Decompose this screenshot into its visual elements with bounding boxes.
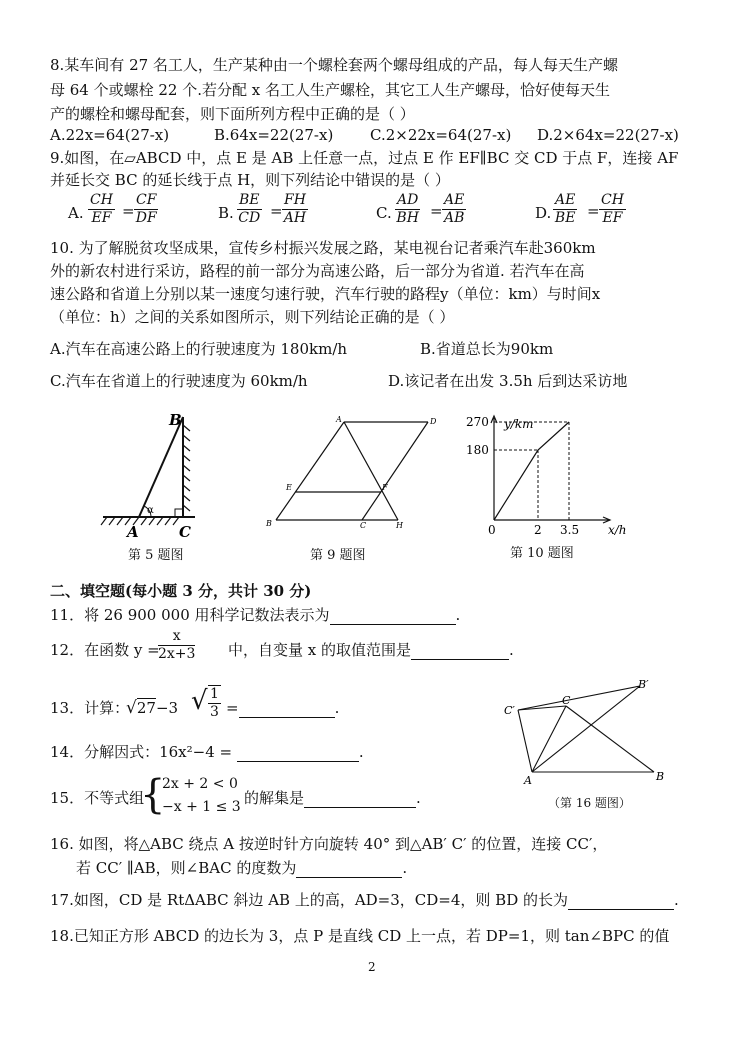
q9-option-d-letter: D. [535, 204, 552, 222]
q9-option-d-frac1: $\frac{AE}{BE}$ [554, 192, 576, 226]
q12-text-pre: 12．在函数 y = [50, 641, 160, 659]
q9-line1: 9.如图，在▱ABCD 中，点 E 是 AB 上任意一点，过点 E 作 EF∥BC 交 CD 于点 F，连接 AF [50, 149, 679, 167]
q16-line1: 16. 如图，将△ABC 绕点 A 按逆时针方向旋转 40° 到△AB′ C′ 的位置，连接 CC′， [50, 835, 608, 853]
q10-option-c: C.汽车在省道上的行驶速度为 60km/h [50, 372, 308, 390]
q17: 17.如图，CD 是 RtΔABC 斜边 AB 上的高，AD=3，CD=4，则 BD 的长为 . [50, 891, 679, 909]
q14: 14．分解因式：16x²−4 = . [50, 743, 364, 761]
figure-16 [500, 676, 680, 788]
q13-text: 13．计算： [50, 699, 130, 717]
q16-answer-blank[interactable] [296, 861, 402, 878]
fig9-label-a: A [336, 415, 342, 424]
q9-option-a-frac2: $\frac{CF}{DF}$ [135, 192, 157, 226]
q9-option-d-frac2: $\frac{CH}{EF}$ [601, 192, 624, 226]
q9-option-b-frac1: $\frac{BE}{CD}$ [238, 192, 261, 226]
q11-answer-blank[interactable] [330, 608, 456, 625]
q12-answer-blank[interactable] [411, 643, 509, 660]
q17-answer-blank[interactable] [568, 893, 674, 910]
q10-line4: （单位：h）之间的关系如图所示，则下列结论正确的是（ ） [50, 308, 455, 326]
q13-answer: = . [226, 699, 340, 717]
fig10-tick-2: 2 [534, 523, 542, 537]
q9-option-c-frac2: $\frac{AE}{AB}$ [443, 192, 465, 226]
caption-fig16: （第 16 题图） [548, 796, 631, 810]
section-heading: 二、填空题(每小题 3 分，共计 30 分) [50, 582, 312, 600]
q10-option-d: D.该记者在出发 3.5h 后到达采访地 [388, 372, 628, 390]
fig10-origin: 0 [488, 523, 496, 537]
q13-radicand-27: 27 [136, 699, 156, 717]
fig5-label-a: A [127, 523, 139, 540]
fig9-label-e: E [286, 483, 292, 492]
q10-option-b: B.省道总长为90km [420, 340, 554, 358]
q15-answer: 的解集是 . [244, 789, 421, 807]
fig5-label-alpha: α [147, 505, 154, 516]
q13-fraction: $\frac{1}{3}$ [210, 686, 219, 720]
q10-option-a: A.汽车在高速公路上的行驶速度为 180km/h [50, 340, 348, 358]
q10-line1: 10. 为了解脱贫攻坚成果，宣传乡村振兴发展之路，某电视台记者乘汽车赴360km [50, 239, 596, 257]
fig9-label-h: H [396, 521, 403, 530]
fig16-label-b: B [656, 770, 665, 783]
fig5-label-c: C [179, 523, 191, 540]
q16-line2: 若 CC′ ∥AB，则∠BAC 的度数为 . [76, 859, 408, 877]
q15-text: 15．不等式组 [50, 789, 145, 807]
q8-line3: 产的螺栓和螺母配套，则下面所列方程中正确的是（ ） [50, 105, 415, 123]
q13-sqrt-sign: √ [191, 686, 208, 716]
q9-option-b-eq: = [270, 202, 283, 220]
fig5-label-b: B [169, 411, 182, 429]
q9-option-d-eq: = [587, 202, 600, 220]
q15-answer-blank[interactable] [304, 791, 416, 808]
fig16-label-b-prime: B′ [638, 678, 649, 691]
fig16-label-c-prime: C′ [504, 704, 515, 717]
figure-9 [262, 410, 442, 535]
q12-text-post: 中，自变量 x 的取值范围是 . [228, 641, 514, 659]
q9-line2: 并延长交 BC 的延长线于点 H，则下列结论中错误的是（ ） [50, 171, 450, 189]
q9-option-c-letter: C. [376, 204, 392, 222]
q8-option-a: A.22x=64(27-x) [50, 126, 170, 144]
q18-line1: 18.已知正方形 ABCD 的边长为 3，点 P 是直线 CD 上一点，若 DP=1，则 tan∠BPC 的值 [50, 927, 670, 945]
figure-10 [460, 412, 640, 537]
q15-inequality-2: −x + 1 ≤ 3 [162, 799, 241, 815]
fig16-label-a: A [524, 774, 532, 787]
q10-line3: 速公路和省道上分别以某一速度匀速行驶，汽车行驶的路程y（单位：km）与时间x [50, 285, 601, 303]
q8-option-c: C.2×22x=64(27-x) [370, 126, 512, 144]
q11-end: . [455, 606, 461, 624]
q9-option-a-letter: A. [68, 204, 84, 222]
q8-option-d: D.2×64x=22(27-x) [537, 126, 679, 144]
q13-answer-blank[interactable] [239, 701, 335, 718]
q14-answer-blank[interactable] [237, 745, 359, 762]
fig10-tick-3-5: 3.5 [560, 523, 580, 537]
q12-fraction [158, 628, 195, 663]
q9-option-c-eq: = [430, 202, 443, 220]
fig10-y-axis-label: y/km [504, 417, 534, 431]
fig9-label-b: B [266, 519, 272, 528]
q15-brace: { [140, 772, 166, 818]
q9-option-a-eq: = [122, 202, 135, 220]
fig10-tick-180: 180 [466, 443, 489, 457]
page-number: 2 [368, 960, 376, 974]
q12-numerator: x [158, 628, 195, 646]
q8-line1: 8.某车间有 27 名工人，生产某种由一个螺栓套两个螺母组成的产品，每人每天生产螺 [50, 56, 618, 74]
caption-fig9: 第 9 题图 [310, 548, 366, 563]
fig16-label-c: C [562, 694, 571, 707]
q11-text: 11．将 26 900 000 用科学记数法表示为 [50, 606, 330, 624]
q9-option-b-frac2: $\frac{FH}{AH}$ [283, 192, 307, 226]
q9-option-a-frac1: $\frac{CH}{EF}$ [90, 192, 113, 226]
q9-option-c-frac1: $\frac{AD}{BH}$ [396, 192, 419, 226]
fig10-tick-270: 270 [466, 415, 489, 429]
q8-line2: 母 64 个或螺栓 22 个.若分配 x 名工人生产螺栓，其它工人生产螺母，恰好使每天生 [50, 81, 611, 99]
figure-5 [95, 405, 215, 540]
caption-fig5: 第 5 题图 [128, 548, 184, 563]
q13-expression: √27−3 [126, 698, 179, 718]
q9-option-b-letter: B. [218, 204, 234, 222]
fig9-label-d: D [430, 417, 437, 426]
q15-inequality-1: 2x + 2 < 0 [162, 776, 238, 792]
fig9-label-f: F [382, 483, 388, 492]
q12-denominator: 2x+3 [158, 646, 196, 662]
q11 [50, 605, 460, 625]
caption-fig10: 第 10 题图 [510, 546, 574, 561]
fig10-x-axis-label: x/h [608, 523, 627, 537]
fig9-label-c: C [360, 521, 367, 530]
q10-line2: 外的新农村进行采访，路程的前一部分为高速公路，后一部分为省道. 若汽车在高 [50, 262, 585, 280]
q8-option-b: B.64x=22(27-x) [214, 126, 334, 144]
